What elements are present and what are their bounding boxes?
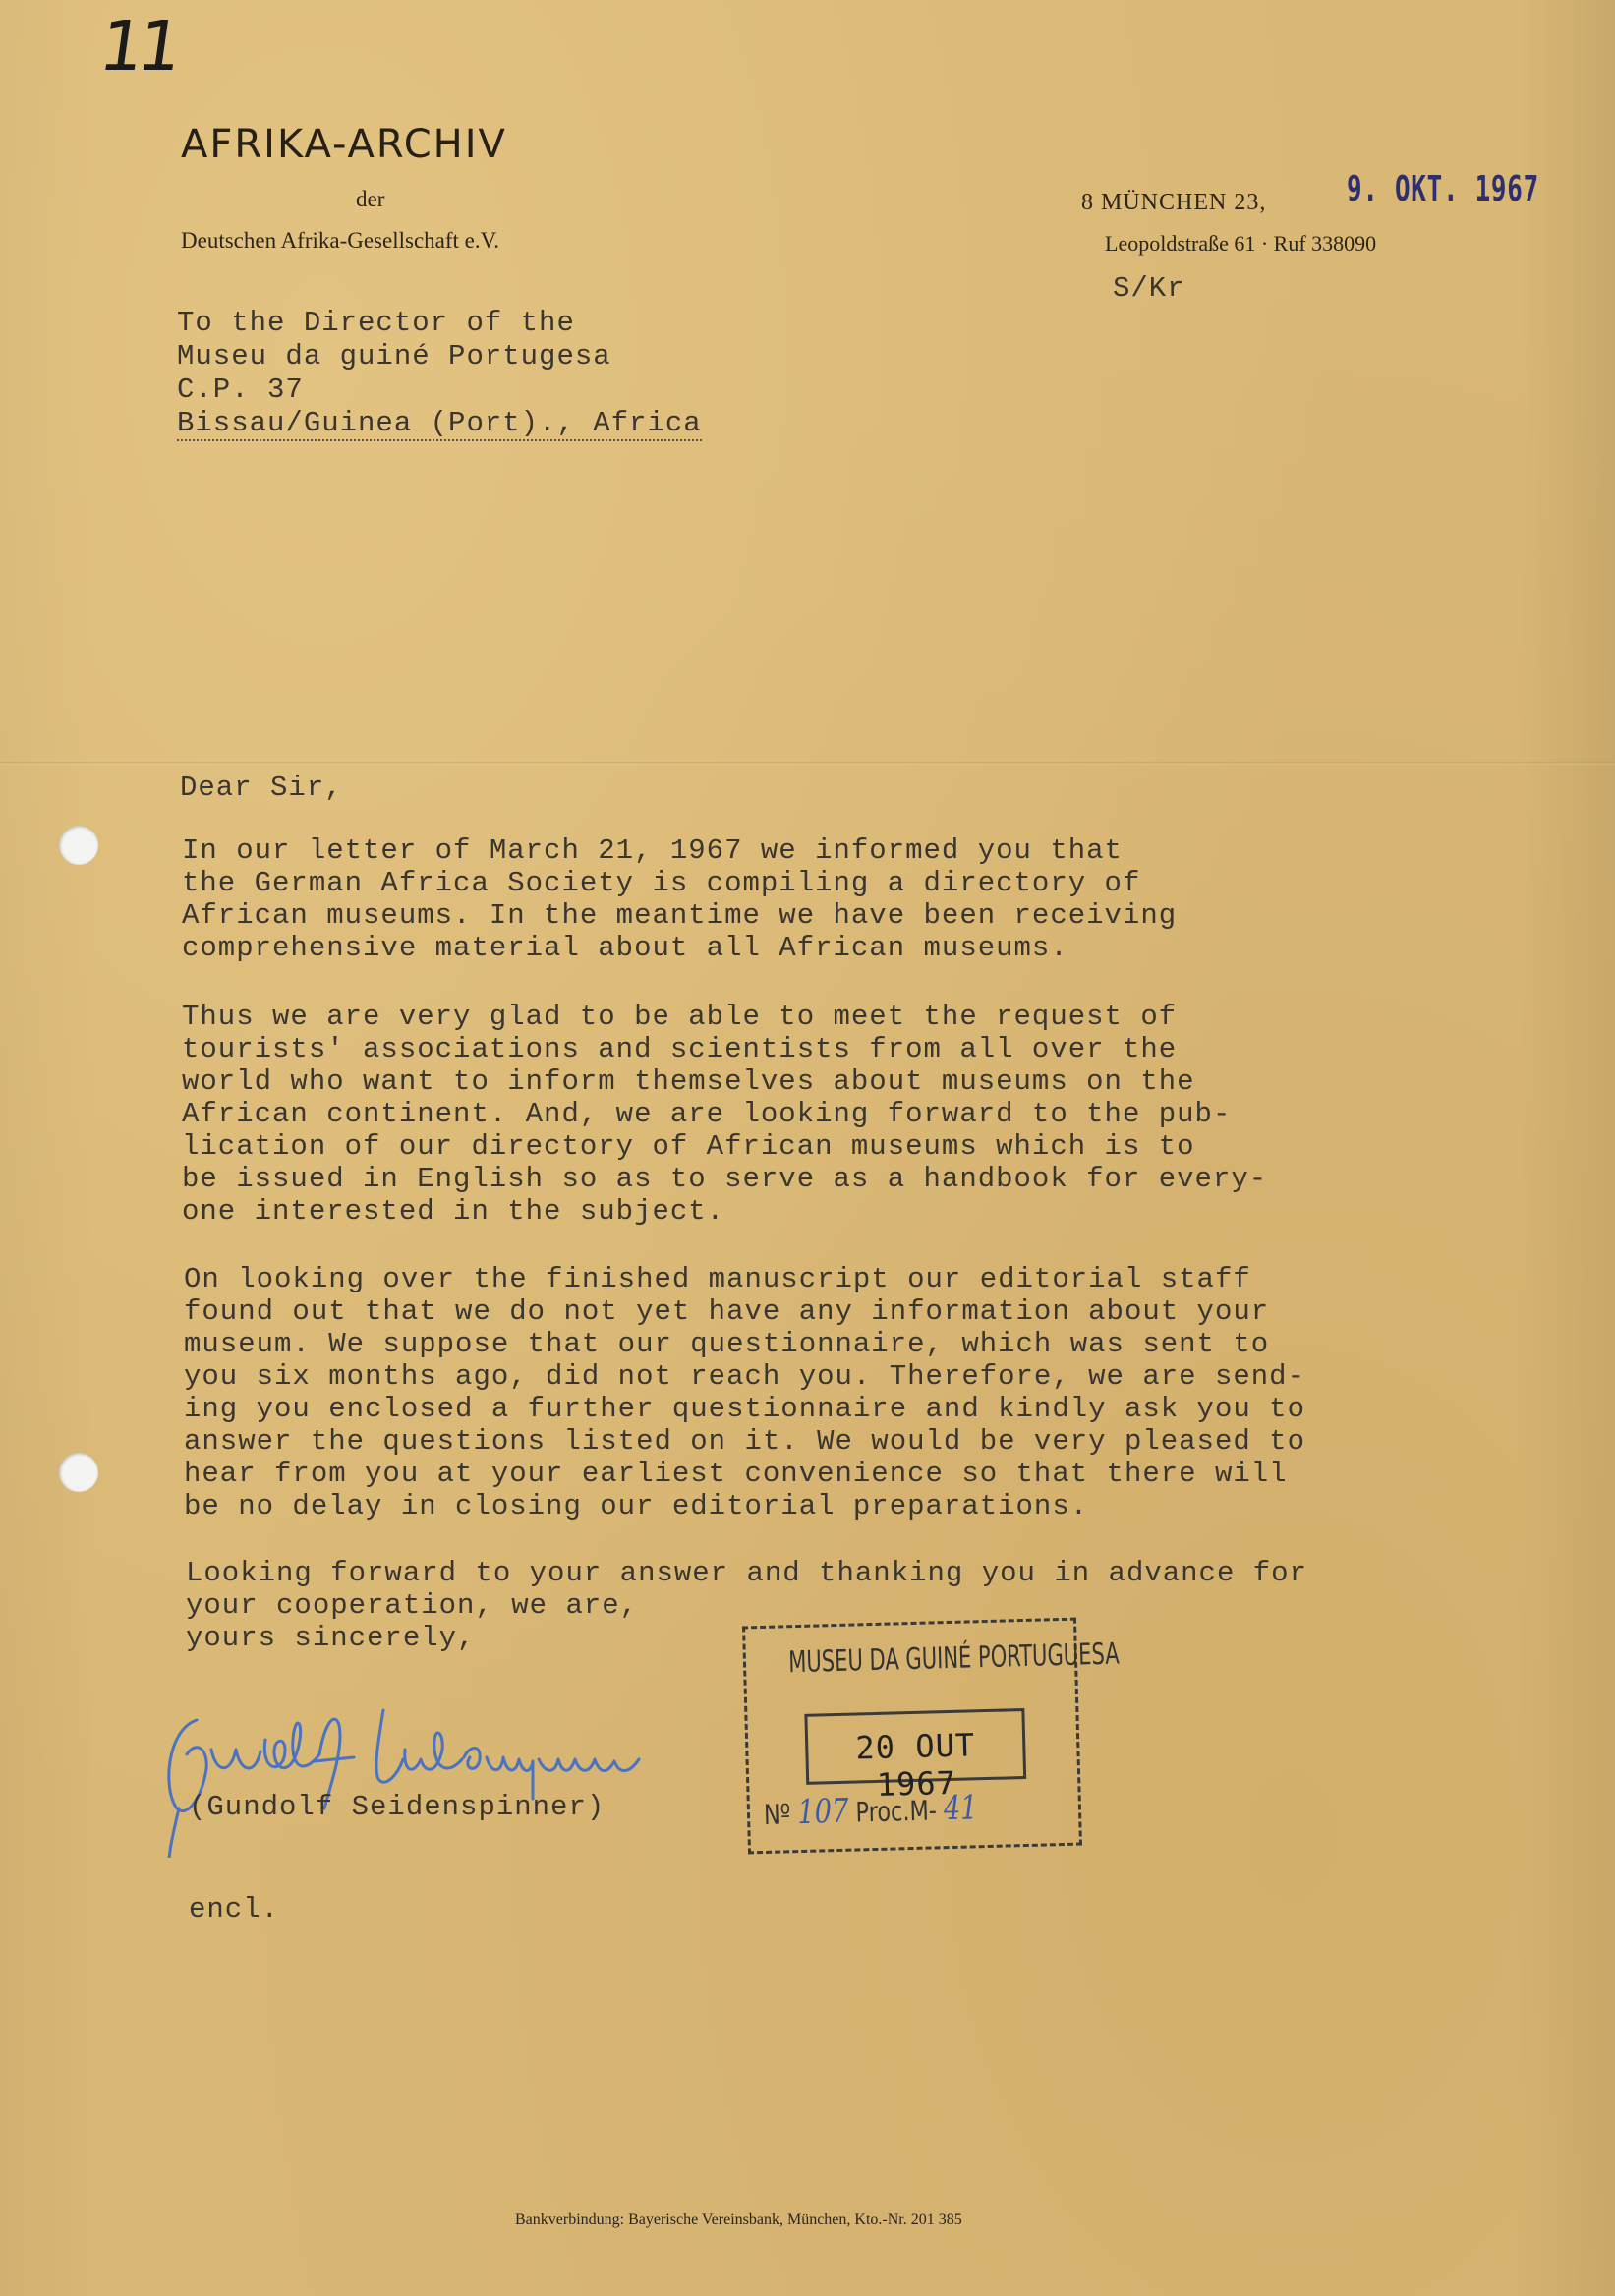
paragraph-line: museum. We suppose that our questionnaire, which was sent to [184,1328,1270,1360]
paragraph-line: you six months ago, did not reach you. Therefore, we are send- [184,1360,1305,1393]
stamp-proc-label: Proc.M- [855,1794,938,1829]
paragraph-line: lication of our directory of African museums which is to [182,1130,1195,1163]
recipient-line-3: C.P. 37 [177,373,304,406]
enclosure-note: encl. [189,1893,280,1925]
paragraph-line: Looking forward to your answer and thanking you in advance for [186,1557,1307,1589]
recipient-line-2: Museu da guiné Portugesa [177,340,611,373]
paper-fold-line [0,762,1615,765]
stamp-no-label: Nº [763,1798,791,1831]
recipient-line-4: Bissau/Guinea (Port)., Africa [177,407,702,439]
footer-bank-details: Bankverbindung: Bayerische Vereinsbank, München, Kto.-Nr. 201 385 [515,2211,962,2228]
paragraph-3 [184,1263,1305,1522]
paragraph-line: ing you enclosed a further questionnaire and kindly ask you to [184,1393,1305,1425]
paragraph-line: be issued in English so as to serve as a handbook for every- [182,1163,1268,1195]
date-stamp: 9. OKT. 1967 [1347,169,1539,209]
paragraph-2 [182,1001,1267,1228]
letterhead-address: Leopoldstraße 61 · Ruf 338090 [1105,231,1377,256]
paragraph-line: the German Africa Society is compiling a directory of [182,867,1141,899]
letterhead-der: der [356,187,385,211]
stamp-title: MUSEU DA GUINÉ PORTUGUESA [787,1636,1121,1681]
paragraph-line: hear from you at your earliest convenience so that there will [184,1458,1288,1490]
org-name: AFRIKA-ARCHIV [181,122,507,167]
paragraph-line: In our letter of March 21, 1967 we informed you that [182,834,1123,867]
stamp-date: 20 OUT 1967 [855,1726,976,1804]
pencil-annotation: 11 [94,6,182,86]
paragraph-line: be no delay in closing our editorial preparations. [184,1490,1089,1522]
typed-signature-name: (Gundolf Seidenspinner) [189,1791,606,1823]
stamp-process-number [763,1787,1008,1832]
paragraph-line: your cooperation, we are, [186,1589,639,1622]
paragraph-line: world who want to inform themselves about museums on the [182,1065,1195,1098]
handwritten-signature [157,1681,708,1858]
paragraph-line: tourists' associations and scientists from all over the [182,1033,1178,1065]
paragraph-line: On looking over the finished manuscript our editorial staff [184,1263,1251,1295]
stamp-proc-value: 41 [943,1788,979,1829]
paragraph-line: yours sincerely, [186,1622,476,1654]
receipt-stamp [742,1618,1121,1855]
paragraph-line: one interested in the subject. [182,1195,725,1228]
letterhead-city: 8 MÜNCHEN 23, [1081,190,1267,215]
letterhead-society: Deutschen Afrika-Gesellschaft e.V. [181,228,500,253]
paragraph-line: answer the questions listed on it. We would be very pleased to [184,1425,1305,1458]
paragraph-line: African continent. And, we are looking forward to the pub- [182,1098,1232,1130]
reference-code: S/Kr [1113,272,1185,305]
stamp-no-value: 107 [796,1791,849,1833]
salutation: Dear Sir, [180,772,343,804]
paragraph-1 [182,834,1177,964]
recipient-line-1: To the Director of the [177,307,575,339]
paragraph-line: Thus we are very glad to be able to meet the request of [182,1001,1178,1033]
paragraph-line: African museums. In the meantime we have been receiving [182,899,1178,932]
paragraph-line: found out that we do not yet have any information about your [184,1295,1270,1328]
punch-hole-bottom [59,1453,98,1492]
punch-hole-top [59,826,98,865]
paragraph-line: comprehensive material about all African museums. [182,932,1068,964]
stamp-date-box [804,1708,1026,1804]
